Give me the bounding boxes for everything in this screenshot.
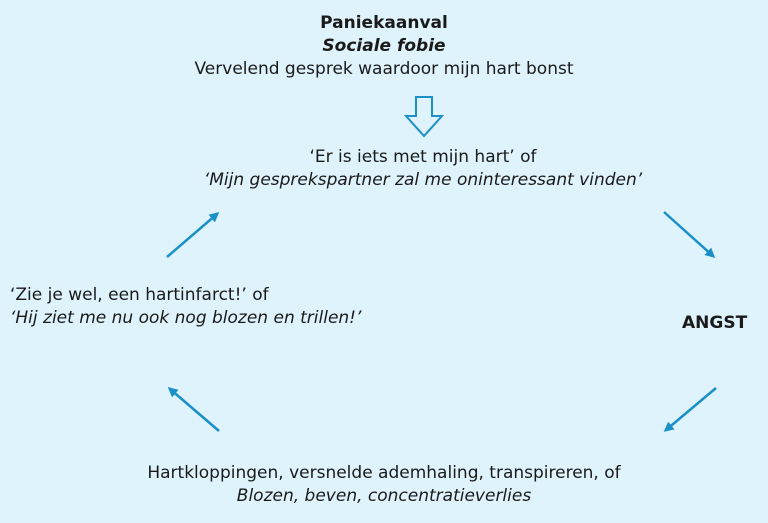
interpretation-block bbox=[10, 284, 361, 330]
trigger-block bbox=[0, 12, 768, 81]
symptoms-block bbox=[0, 462, 768, 508]
interpretation-line-2: ‘Hij ziet me nu ook nog blozen en trillen!’ bbox=[10, 308, 362, 328]
hollow-down-arrow bbox=[406, 97, 442, 136]
interpretation-line-1: ‘Zie je wel, een hartinfarct!’ of bbox=[10, 285, 269, 305]
diagram-subtitle: Sociale fobie bbox=[322, 36, 446, 56]
thought-block bbox=[0, 146, 768, 192]
trigger-text: Vervelend gesprek waardoor mijn hart bonst bbox=[194, 59, 574, 79]
arrow-angst-to-symptoms bbox=[666, 388, 716, 430]
diagram-title: Paniekaanval bbox=[320, 13, 448, 33]
symptoms-line-1: Hartkloppingen, versnelde ademhaling, transpireren, of bbox=[147, 463, 621, 483]
arrow-thought-to-angst bbox=[664, 212, 713, 256]
thought-line-1: ‘Er is iets met mijn hart’ of bbox=[309, 147, 537, 167]
thought-line-2: ‘Mijn gesprekspartner zal me oninteressant vinden’ bbox=[203, 170, 643, 190]
arrow-symptoms-to-interpretation bbox=[170, 389, 219, 431]
symptoms-line-2: Blozen, beven, concentratieverlies bbox=[236, 486, 532, 506]
angst-label: ANGST bbox=[682, 313, 748, 333]
arrow-interpretation-to-thought bbox=[167, 214, 217, 257]
